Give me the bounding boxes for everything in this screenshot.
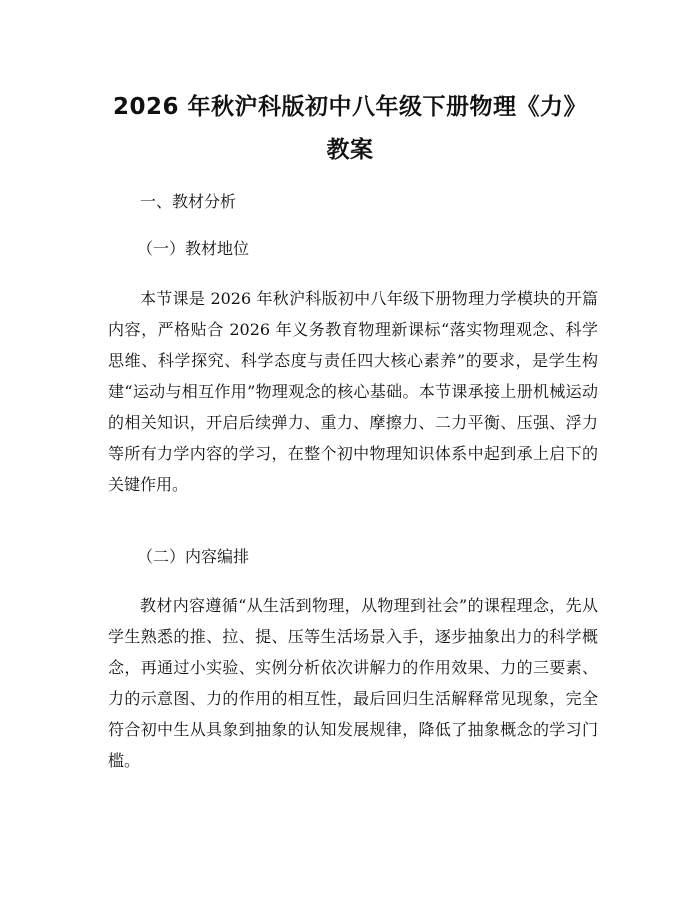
paragraph-content-arrangement: 教材内容遵循“从生活到物理，从物理到社会”的课程理念，先从学生熟悉的推、拉、提、压等生活场景入手，逐步抽象出力的科学概念，再通过小实验、实例分析依次讲解力的作用效果、力的三要素、力的示意图、力的作用的相互性，最后回归生活解释常见现象，完全符合初中生从具象到抽象的认知发展规律，降低了抽象概念的学习门槛。 xyxy=(108,596,598,770)
subsection-heading-content-arrangement: （二）内容编排 xyxy=(137,547,250,566)
paragraph-material-position: 本节课是 2026 年秋沪科版初中八年级下册物理力学模块的开篇内容，严格贴合 2026 年义务教育物理新课标“落实物理观念、科学思维、科学探究、科学态度与责任四大核心素养”的要求，是学生构建“运动与相互作用”物理观念的核心基础。本节课承接上册机械运动的相关知识，开启后续弹力、重力、摩擦力、二力平衡、压强、浮力等所有力学内容的学习，在整个初中物理知识体系中起到承上启下的关键作用。 xyxy=(108,289,598,494)
document-title: 2026 年秋沪科版初中八年级下册物理《力》 xyxy=(112,94,588,120)
subsection-heading-material-position: （一）教材地位 xyxy=(137,239,250,258)
section-heading-teaching-material-analysis: 一、教材分析 xyxy=(140,192,237,211)
document-title-continued: 教案 xyxy=(326,137,374,163)
